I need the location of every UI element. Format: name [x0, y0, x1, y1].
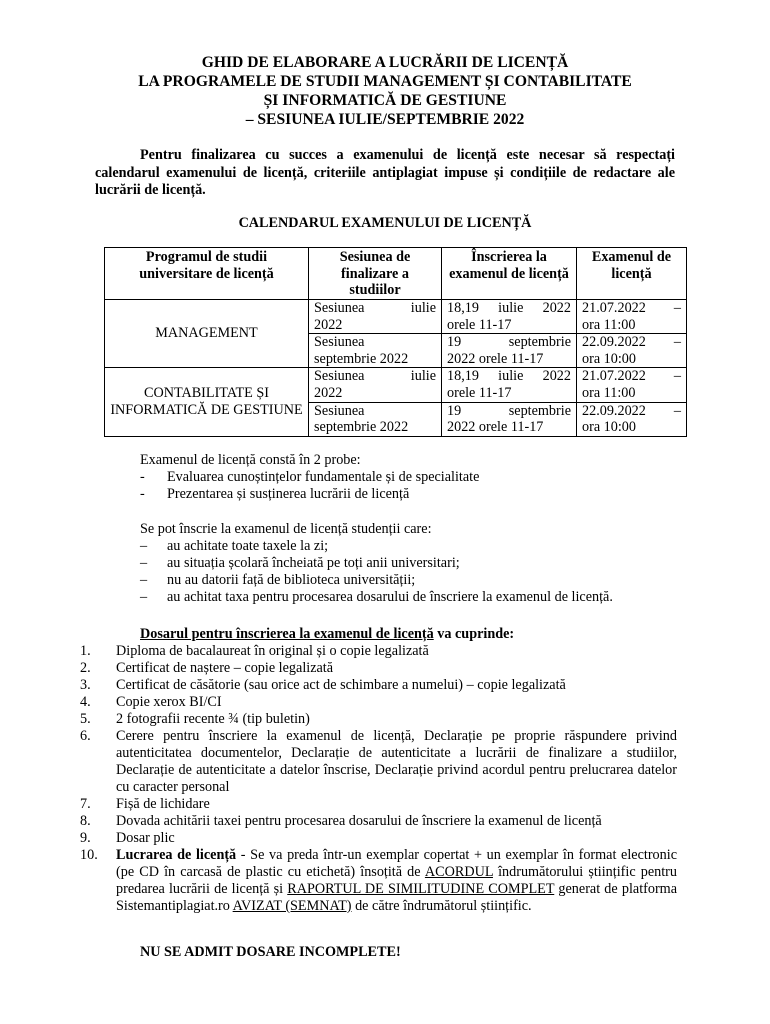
session-cell: Sesiunea septembrie 2022	[309, 334, 442, 368]
eligibility-intro: Se pot înscrie la examenul de licență studenții care:	[140, 521, 432, 537]
calendar-title: CALENDARUL EXAMENULUI DE LICENȚĂ	[238, 215, 532, 231]
table-row	[105, 368, 687, 402]
calendar-table	[104, 247, 687, 437]
document-title	[60, 53, 710, 129]
header-registration: Înscrierea la examenul de licență	[442, 248, 577, 300]
list-item: 8. Dovada achitării taxei pentru procesarea dosarului de înscriere la examenul de licență	[80, 813, 602, 829]
exam-cell: 21.07.2022 – ora 11:00	[577, 300, 687, 334]
list-item: – au situația școlară încheiată pe toți anii universitari;	[140, 555, 460, 571]
header-session: Sesiunea de finalizare a studiilor	[309, 248, 442, 300]
closing-note: NU SE ADMIT DOSARE INCOMPLETE!	[140, 944, 401, 960]
docs-list	[80, 643, 677, 915]
list-item: 6. Cerere pentru înscriere la examenul de licență, Declarație pe proprie răspundere privind autenticitatea documentelor, Declarație de autenticitate a lucrării de finalizare a studiilor, Declarație de autenticitate a datelor înscrise, Declarație privind acordul pentru prelucrarea datelor cu caracter personal	[80, 728, 677, 795]
header-exam: Examenul de licență	[577, 248, 687, 300]
title-line: GHID DE ELABORARE A LUCRĂRII DE LICENȚĂ	[201, 54, 569, 71]
docs-heading: Dosarul pentru înscrierea la examenul de licență va cuprinde:	[140, 626, 515, 642]
list-item: 5. 2 fotografii recente ¾ (tip buletin)	[80, 711, 310, 727]
list-item: 1. Diploma de bacalaureat în original și o copie legalizată	[80, 643, 429, 659]
list-item: - Evaluarea cunoștințelor fundamentale și de specialitate	[140, 469, 480, 485]
probes-intro: Examenul de licență constă în 2 probe:	[140, 452, 361, 468]
table-row	[105, 300, 687, 334]
list-item: – nu au datorii față de biblioteca universității;	[140, 572, 416, 588]
list-item: – au achitat taxa pentru procesarea dosarului de înscriere la examenul de licență.	[140, 589, 613, 605]
list-item: - Prezentarea și susținerea lucrării de licență	[140, 486, 410, 502]
intro-paragraph: Pentru finalizarea cu succes a examenului de licență este necesar să respectați calendarul examenului de licență, criteriile antiplagiat impuse și condițiile de redactare ale lucrării de licență.	[95, 147, 675, 198]
session-cell: Sesiunea septembrie 2022	[309, 402, 442, 436]
session-cell: Sesiunea iulie 2022	[309, 300, 442, 334]
list-item: – au achitate toate taxele la zi;	[140, 538, 329, 554]
table-header-row	[105, 248, 687, 300]
header-program: Programul de studii universitare de licență	[105, 248, 309, 300]
registration-cell: 18,19 iulie 2022 orele 11-17	[442, 300, 577, 334]
list-item: 9. Dosar plic	[80, 830, 175, 846]
registration-cell: 19 septembrie 2022 orele 11-17	[442, 402, 577, 436]
registration-cell: 19 septembrie 2022 orele 11-17	[442, 334, 577, 368]
list-item: 10. Lucrarea de licență - Se va preda într-un exemplar copertat + un exemplar în format electronic (pe CD în carcasă de plastic cu etichetă) însoțită de ACORDUL îndrumătorului științific pentru predarea lucrării de licență și RAPORTUL DE SIMILITUDINE COMPLET generat de platforma Sistemantiplagiat.ro AVIZAT (SEMNAT) de către îndrumătorul științific.	[80, 847, 678, 914]
list-item: 4. Copie xerox BI/CI	[80, 694, 222, 710]
title-line: ȘI INFORMATICĂ DE GESTIUNE	[263, 92, 507, 109]
exam-cell: 22.09.2022 – ora 10:00	[577, 334, 687, 368]
title-line: LA PROGRAMELE DE STUDII MANAGEMENT ȘI CONTABILITATE	[138, 73, 632, 90]
title-line: – SESIUNEA IULIE/SEPTEMBRIE 2022	[245, 111, 525, 128]
exam-cell: 22.09.2022 – ora 10:00	[577, 402, 687, 436]
session-cell: Sesiunea iulie 2022	[309, 368, 442, 402]
list-item: 3. Certificat de căsătorie (sau orice act de schimbare a numelui) – copie legalizată	[80, 677, 566, 693]
eligibility-section	[140, 521, 700, 606]
program-cell: MANAGEMENT	[105, 300, 309, 368]
exam-cell: 21.07.2022 – ora 11:00	[577, 368, 687, 402]
probes-section	[140, 452, 700, 503]
list-item: 7. Fișă de lichidare	[80, 796, 210, 812]
list-item: 2. Certificat de naștere – copie legalizată	[80, 660, 334, 676]
program-cell: CONTABILITATE ȘI INFORMATICĂ DE GESTIUNE	[105, 368, 309, 436]
registration-cell: 18,19 iulie 2022 orele 11-17	[442, 368, 577, 402]
